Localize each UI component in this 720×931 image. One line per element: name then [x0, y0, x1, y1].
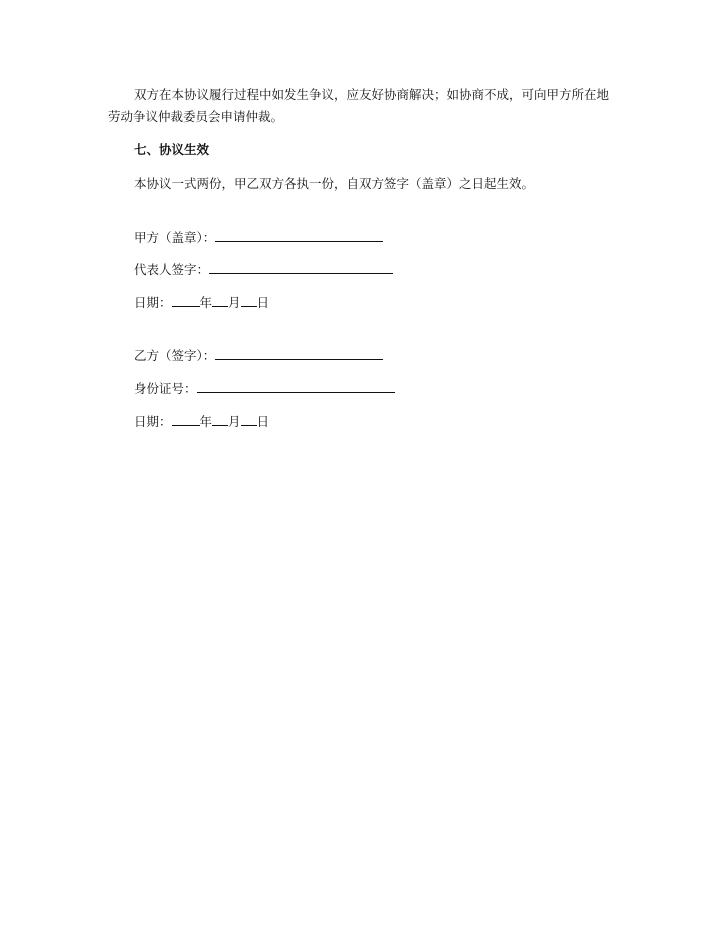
- dispute-clause-paragraph: [108, 84, 618, 128]
- party-b-signature-blank[interactable]: [215, 347, 383, 360]
- section-seven-body: 本协议一式两份，甲乙双方各执一份，自双方签字（盖章）之日起生效。: [134, 176, 535, 191]
- party-a-date-label: 日期：: [134, 295, 172, 310]
- party-a-rep-signature-blank[interactable]: [209, 261, 393, 274]
- party-a-year-blank[interactable]: [172, 294, 200, 307]
- party-b-id-blank[interactable]: [197, 380, 395, 393]
- party-b-sign-line: [134, 346, 383, 364]
- party-a-rep-line: [134, 260, 393, 278]
- party-a-month-label: 月: [228, 295, 241, 310]
- party-b-date-label: 日期：: [134, 414, 172, 429]
- party-b-date-line: [134, 412, 269, 430]
- party-a-day-label: 日: [256, 295, 270, 310]
- party-a-date-line: [134, 293, 269, 311]
- party-a-year-label: 年: [199, 295, 213, 310]
- party-b-id-line: [134, 379, 395, 397]
- party-b-year-blank[interactable]: [172, 413, 200, 426]
- section-seven-title: 七、协议生效: [134, 142, 210, 157]
- party-a-seal-label: 甲方（盖章）：: [134, 230, 216, 245]
- party-b-year-label: 年: [199, 414, 213, 429]
- party-a-rep-label: 代表人签字：: [134, 262, 210, 277]
- party-b-day-blank[interactable]: [241, 413, 257, 426]
- party-b-month-label: 月: [228, 414, 241, 429]
- party-a-seal-line: [134, 228, 383, 246]
- party-a-day-blank[interactable]: [241, 294, 257, 307]
- party-a-month-blank[interactable]: [212, 294, 228, 307]
- party-b-month-blank[interactable]: [212, 413, 228, 426]
- party-b-sign-label: 乙方（签字）：: [134, 348, 216, 363]
- party-a-seal-blank[interactable]: [215, 229, 383, 242]
- dispute-clause-text: 双方在本协议履行过程中如发生争议，应友好协商解决；如协商不成，可向甲方所在地劳动争议仲裁委员会申请仲裁。: [108, 87, 610, 124]
- party-b-day-label: 日: [256, 414, 270, 429]
- party-b-id-label: 身份证号：: [134, 381, 197, 396]
